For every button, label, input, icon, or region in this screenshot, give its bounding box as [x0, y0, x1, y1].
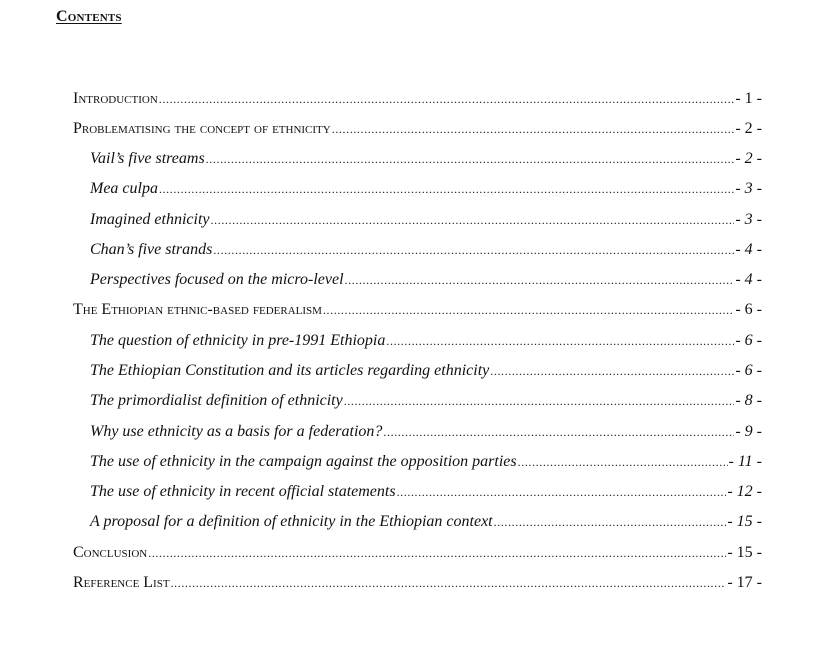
toc-entry-label: Introduction [73, 90, 158, 107]
toc-entry[interactable] [90, 331, 762, 351]
toc-entry-page: - 15 - [727, 544, 762, 561]
toc-entry[interactable] [90, 210, 762, 230]
toc-entry-page: - 15 - [727, 513, 762, 530]
toc-entry[interactable] [90, 512, 762, 532]
toc-entry-page: - 9 - [735, 423, 762, 440]
toc-entry-page: - 6 - [735, 332, 762, 349]
toc-entry-label: The question of ethnicity in pre-1991 Ethiopia [90, 332, 386, 349]
toc-entry[interactable] [73, 300, 762, 320]
toc-entry[interactable] [90, 240, 762, 260]
toc-entry[interactable] [90, 452, 762, 472]
dot-leader [323, 300, 734, 320]
toc-entry[interactable] [90, 149, 762, 169]
toc-entry[interactable] [90, 482, 762, 502]
dot-leader [344, 391, 735, 411]
toc-entry-label: Why use ethnicity as a basis for a federation? [90, 423, 383, 440]
toc-entry-label: The primordialist definition of ethnicity [90, 392, 343, 409]
toc-entry-label: A proposal for a definition of ethnicity in the Ethiopian context [90, 513, 493, 530]
toc-entry[interactable] [90, 422, 762, 442]
toc-entry-page: - 6 - [735, 362, 762, 379]
toc-entry-label: Reference List [73, 574, 170, 591]
dot-leader [159, 179, 734, 199]
toc-entry-page: - 3 - [735, 211, 762, 228]
toc-entry-label: Mea culpa [90, 180, 158, 197]
dot-leader [211, 210, 735, 230]
dot-leader [494, 512, 727, 532]
toc-heading: Contents [56, 8, 122, 25]
dot-leader [206, 149, 735, 169]
toc-entry-label: The Ethiopian ethnic-based federalism [73, 301, 322, 318]
dot-leader [383, 422, 734, 442]
dot-leader [171, 573, 727, 593]
toc-entry-page: - 2 - [735, 120, 762, 137]
dot-leader [159, 89, 735, 109]
toc-entry[interactable] [90, 179, 762, 199]
toc-entry[interactable] [90, 270, 762, 290]
toc-entry-page: - 4 - [735, 271, 762, 288]
dot-leader [490, 361, 734, 381]
toc-entry-label: Chan’s five strands [90, 241, 213, 258]
toc-entry[interactable] [90, 361, 762, 381]
toc-entry-page: - 4 - [735, 241, 762, 258]
dot-leader [397, 482, 727, 502]
toc-entry-label: The Ethiopian Constitution and its articles regarding ethnicity [90, 362, 490, 379]
dot-leader [332, 119, 735, 139]
toc-entry-label: Imagined ethnicity [90, 211, 210, 228]
toc-entry-page: - 6 - [735, 301, 762, 318]
dot-leader [386, 331, 734, 351]
dot-leader [518, 452, 728, 472]
toc-entry[interactable] [73, 89, 762, 109]
toc-entry[interactable] [73, 119, 762, 139]
toc-entry[interactable] [90, 391, 762, 411]
toc-entry[interactable] [73, 573, 762, 593]
toc-entry-page: - 1 - [735, 90, 762, 107]
dot-leader [213, 240, 734, 260]
toc-entry[interactable] [73, 543, 762, 563]
toc-entry-page: - 11 - [728, 453, 762, 470]
toc-entry-label: Vail’s five streams [90, 150, 205, 167]
toc-entry-label: Problematising the concept of ethnicity [73, 120, 331, 137]
toc-entry-page: - 2 - [735, 150, 762, 167]
toc-entry-label: Conclusion [73, 544, 148, 561]
toc-entry-label: The use of ethnicity in recent official statements [90, 483, 396, 500]
toc-entry-page: - 8 - [735, 392, 762, 409]
toc-entry-page: - 17 - [727, 574, 762, 591]
toc-entry-page: - 3 - [735, 180, 762, 197]
dot-leader [148, 543, 726, 563]
toc-entry-page: - 12 - [727, 483, 762, 500]
toc-entry-label: Perspectives focused on the micro-level [90, 271, 344, 288]
dot-leader [345, 270, 735, 290]
toc-entry-label: The use of ethnicity in the campaign against the opposition parties [90, 453, 517, 470]
